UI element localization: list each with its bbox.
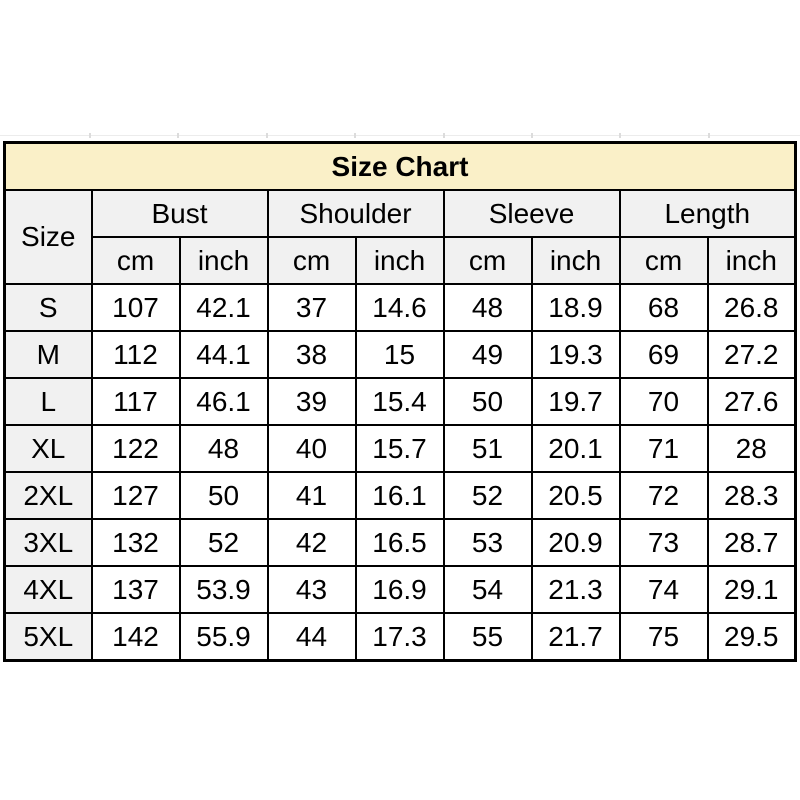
table-cell: 29.1 bbox=[708, 566, 796, 613]
table-cell: 42 bbox=[268, 519, 356, 566]
unit-header-inch: inch bbox=[532, 237, 620, 284]
table-row bbox=[5, 331, 796, 378]
table-cell: 28.7 bbox=[708, 519, 796, 566]
table-cell: 28 bbox=[708, 425, 796, 472]
table-cell: 48 bbox=[444, 284, 532, 331]
table-cell: 27.6 bbox=[708, 378, 796, 425]
group-header-shoulder: Shoulder bbox=[268, 190, 444, 237]
table-cell: 28.3 bbox=[708, 472, 796, 519]
table-cell: 43 bbox=[268, 566, 356, 613]
table-cell: 49 bbox=[444, 331, 532, 378]
table-cell: 70 bbox=[620, 378, 708, 425]
artifact-tick bbox=[354, 133, 356, 138]
table-cell: 142 bbox=[92, 613, 180, 661]
table-title: Size Chart bbox=[5, 143, 796, 191]
table-row bbox=[5, 613, 796, 661]
table-cell: 53.9 bbox=[180, 566, 268, 613]
row-size-label: 5XL bbox=[5, 613, 92, 661]
unit-header-inch: inch bbox=[356, 237, 444, 284]
table-cell: 54 bbox=[444, 566, 532, 613]
table-cell: 50 bbox=[444, 378, 532, 425]
table-cell: 55 bbox=[444, 613, 532, 661]
row-size-label: 2XL bbox=[5, 472, 92, 519]
unit-header-cm: cm bbox=[268, 237, 356, 284]
table-row bbox=[5, 566, 796, 613]
table-cell: 75 bbox=[620, 613, 708, 661]
table-cell: 52 bbox=[444, 472, 532, 519]
table-cell: 55.9 bbox=[180, 613, 268, 661]
size-column-header: Size bbox=[5, 190, 92, 284]
table-cell: 137 bbox=[92, 566, 180, 613]
row-size-label: 4XL bbox=[5, 566, 92, 613]
table-cell: 132 bbox=[92, 519, 180, 566]
row-size-label: S bbox=[5, 284, 92, 331]
table-row bbox=[5, 284, 796, 331]
table-cell: 52 bbox=[180, 519, 268, 566]
artifact-tick bbox=[89, 133, 91, 138]
row-size-label: M bbox=[5, 331, 92, 378]
table-cell: 17.3 bbox=[356, 613, 444, 661]
table-cell: 14.6 bbox=[356, 284, 444, 331]
artifact-tick bbox=[708, 133, 710, 138]
unit-header-inch: inch bbox=[180, 237, 268, 284]
table-cell: 21.7 bbox=[532, 613, 620, 661]
table-cell: 41 bbox=[268, 472, 356, 519]
size-chart-table bbox=[3, 141, 797, 662]
table-cell: 20.1 bbox=[532, 425, 620, 472]
row-size-label: XL bbox=[5, 425, 92, 472]
table-cell: 26.8 bbox=[708, 284, 796, 331]
group-header-length: Length bbox=[620, 190, 796, 237]
artifact-tick bbox=[177, 133, 179, 138]
artifact-tick bbox=[443, 133, 445, 138]
table-cell: 127 bbox=[92, 472, 180, 519]
table-row bbox=[5, 519, 796, 566]
group-header-row bbox=[5, 190, 796, 237]
unit-header-inch: inch bbox=[708, 237, 796, 284]
table-cell: 72 bbox=[620, 472, 708, 519]
table-cell: 39 bbox=[268, 378, 356, 425]
table-cell: 19.7 bbox=[532, 378, 620, 425]
artifact-tick bbox=[531, 133, 533, 138]
table-row bbox=[5, 425, 796, 472]
table-cell: 15 bbox=[356, 331, 444, 378]
group-header-bust: Bust bbox=[92, 190, 268, 237]
table-cell: 68 bbox=[620, 284, 708, 331]
table-row bbox=[5, 378, 796, 425]
table-row bbox=[5, 472, 796, 519]
table-cell: 71 bbox=[620, 425, 708, 472]
table-cell: 48 bbox=[180, 425, 268, 472]
unit-header-cm: cm bbox=[444, 237, 532, 284]
table-cell: 122 bbox=[92, 425, 180, 472]
table-cell: 51 bbox=[444, 425, 532, 472]
table-cell: 18.9 bbox=[532, 284, 620, 331]
table-cell: 20.5 bbox=[532, 472, 620, 519]
table-cell: 46.1 bbox=[180, 378, 268, 425]
unit-header-row bbox=[5, 237, 796, 284]
table-cell: 16.5 bbox=[356, 519, 444, 566]
table-cell: 40 bbox=[268, 425, 356, 472]
table-cell: 38 bbox=[268, 331, 356, 378]
table-cell: 16.1 bbox=[356, 472, 444, 519]
artifact-tick bbox=[266, 133, 268, 138]
table-cell: 16.9 bbox=[356, 566, 444, 613]
table-cell: 50 bbox=[180, 472, 268, 519]
artifact-tick bbox=[619, 133, 621, 138]
table-cell: 44.1 bbox=[180, 331, 268, 378]
table-cell: 27.2 bbox=[708, 331, 796, 378]
table-cell: 53 bbox=[444, 519, 532, 566]
unit-header-cm: cm bbox=[620, 237, 708, 284]
table-cell: 117 bbox=[92, 378, 180, 425]
table-cell: 15.4 bbox=[356, 378, 444, 425]
table-cell: 112 bbox=[92, 331, 180, 378]
table-cell: 21.3 bbox=[532, 566, 620, 613]
table-cell: 15.7 bbox=[356, 425, 444, 472]
table-cell: 69 bbox=[620, 331, 708, 378]
table-cell: 44 bbox=[268, 613, 356, 661]
unit-header-cm: cm bbox=[92, 237, 180, 284]
row-size-label: 3XL bbox=[5, 519, 92, 566]
table-cell: 29.5 bbox=[708, 613, 796, 661]
table-cell: 37 bbox=[268, 284, 356, 331]
table-cell: 42.1 bbox=[180, 284, 268, 331]
artifact-line bbox=[0, 135, 800, 136]
row-size-label: L bbox=[5, 378, 92, 425]
group-header-sleeve: Sleeve bbox=[444, 190, 620, 237]
table-cell: 73 bbox=[620, 519, 708, 566]
table-cell: 107 bbox=[92, 284, 180, 331]
title-row bbox=[5, 143, 796, 191]
table-cell: 19.3 bbox=[532, 331, 620, 378]
table-cell: 20.9 bbox=[532, 519, 620, 566]
table-cell: 74 bbox=[620, 566, 708, 613]
